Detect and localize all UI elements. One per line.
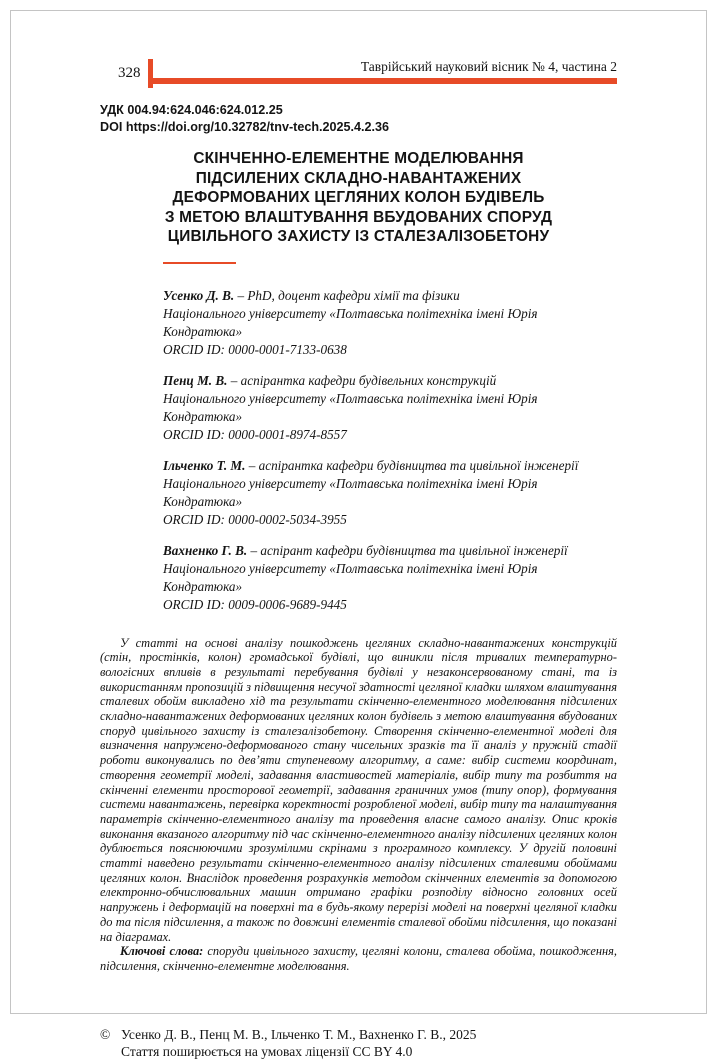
copyright-line: Усенко Д. В., Пенц М. В., Ільченко Т. М., Вахненко Г. В., 2025 [121,1026,477,1042]
author-role: – PhD, доцент кафедри хімії та фізики [237,287,460,303]
article-title [100,149,617,247]
author-orcid: ORCID ID: 0009-0006-9689-9445 [163,596,347,612]
author-affiliation: Національного університету «Полтавська політехніка імені Юрія Кондратюка» [163,475,538,509]
author-affiliation: Національного університету «Полтавська політехніка імені Юрія Кондратюка» [163,560,538,594]
author-name-role [163,542,617,560]
author-orcid: ORCID ID: 0000-0002-5034-3955 [163,511,347,527]
author-name-role [163,287,617,305]
article-title-line: СКІНЧЕННО-ЕЛЕМЕНТНЕ МОДЕЛЮВАННЯ [193,150,524,167]
copyright-symbol: © [100,1026,111,1042]
article-title-line: З МЕТОЮ ВЛАШТУВАННЯ ВБУДОВАНИХ СПОРУД [164,208,553,226]
document-page [10,10,707,1060]
author-block [163,457,617,529]
author-role: – аспірантка кафедри будівельних конструкцій [230,372,497,388]
license-line: Стаття поширюється на умовах ліцензії CC BY 4.0 [121,1044,413,1060]
authors-section [163,287,617,614]
keywords-label: Ключові слова: [120,944,204,959]
author-block [163,372,617,444]
author-name-role [163,457,617,475]
header-horizontal-rule [153,78,618,84]
article-title-line: ПІДСИЛЕНИХ СКЛАДНО-НАВАНТАЖЕНИХ [195,169,522,187]
doi-link[interactable]: DOI https://doi.org/10.32782/tnv-tech.2025.4.2.36 [100,119,390,134]
header-right [153,59,618,84]
author-affiliation: Національного університету «Полтавська політехніка імені Юрія Кондратюка» [163,305,538,339]
journal-title: Таврійський науковий вісник № 4, частина 2 [360,59,617,74]
keywords-paragraph [100,944,617,973]
author-name-role [163,372,617,390]
author-name: Пенц М. В. [163,372,228,388]
article-title-line: ДЕФОРМОВАНИХ ЦЕГЛЯНИХ КОЛОН БУДІВЕЛЬ [172,189,545,206]
author-orcid: ORCID ID: 0000-0001-8974-8557 [163,426,347,442]
udc-code: УДК 004.94:624.046:624.012.25 [100,103,283,117]
page-footer [100,1026,617,1061]
author-name: Усенко Д. В. [163,287,235,303]
author-role: – аспірантка кафедри будівництва та цивільної інженерії [248,457,579,473]
author-name: Вахненко Г. В. [163,542,248,558]
author-orcid: ORCID ID: 0000-0001-7133-0638 [163,341,347,357]
author-block [163,542,617,614]
article-title-line: ЦИВІЛЬНОГО ЗАХИСТУ ІЗ СТАЛЕЗАЛІЗОБЕТОНУ [167,228,550,245]
author-affiliation: Національного університету «Полтавська політехніка імені Юрія Кондратюка» [163,390,538,424]
page-header [100,59,617,88]
footer-text [121,1026,476,1061]
keywords-text: споруди цивільного захисту, цегляні колони, сталева обойма, пошкодження, підсилення, скінченно-елементне моделювання. [100,944,617,973]
author-role: – аспірант кафедри будівництва та цивільної інженерії [250,542,568,558]
page-number: 328 [118,65,141,81]
title-accent-rule [163,262,236,264]
author-name: Ільченко Т. М. [163,457,246,473]
author-block [163,287,617,359]
abstract-text: У статті на основі аналізу пошкоджень цегляних складно-навантажених конструкцій (стін, простінків, колон) громадської будівлі, що виникли після тривалих температурно-вологісних впливів в результаті перебування будівлі у незаконсервованому стані, та із використанням пропозицій з підвищення несучої здатності цегляної кладки шляхом влаштування сталевих обойм викладено хід та результати скінченно-елементного моделювання підсилених складно-навантажених деформованих цегляних колон будівель з метою влаштування вбудованих споруд цивільного захисту із сталезалізобетону. Створення скінченно-елементної моделі для визначення напружено-деформованого стану чисельних зразків та її аналіз у пружній стадії роботи виконувались по дев’яти ступеневому алгоритму, а саме: вибір системи координат, створення геометрії моделі, задавання властивостей матеріалів, вибір типу та розбиття на скінченні елементи просторової геометрії, задавання граничних умов (типу опор), формування системи навантажень, перевірка коректності розробленої моделі, вибір типу та налаштування параметрів скінченно-елементного аналізу та проведення власне самого аналізу. Опис кроків виконання вказаного алгоритму під час скінченно-елементного аналізу підсилених цегляних колон дублюється пояснюючими зрозумілими скрінами з програмного комплексу. У другій половині статті наведено результати скінченно-елементного аналізу підсилених сталевими обоймами цегляних колон. Внаслідок проведення розрахунків методом скінченних елементів за допомогою електронно-обчислювальних машин отримано графіки розподілу відносно головних осей напружень і деформацій на поверхні та в будь-якому перерізі моделі на поверхні цегляної кладки до та після підсилення, а також по довжині елементів сталевої обойми підсилення, що показані на діаграмах. [100,635,617,944]
article-meta [100,102,617,135]
